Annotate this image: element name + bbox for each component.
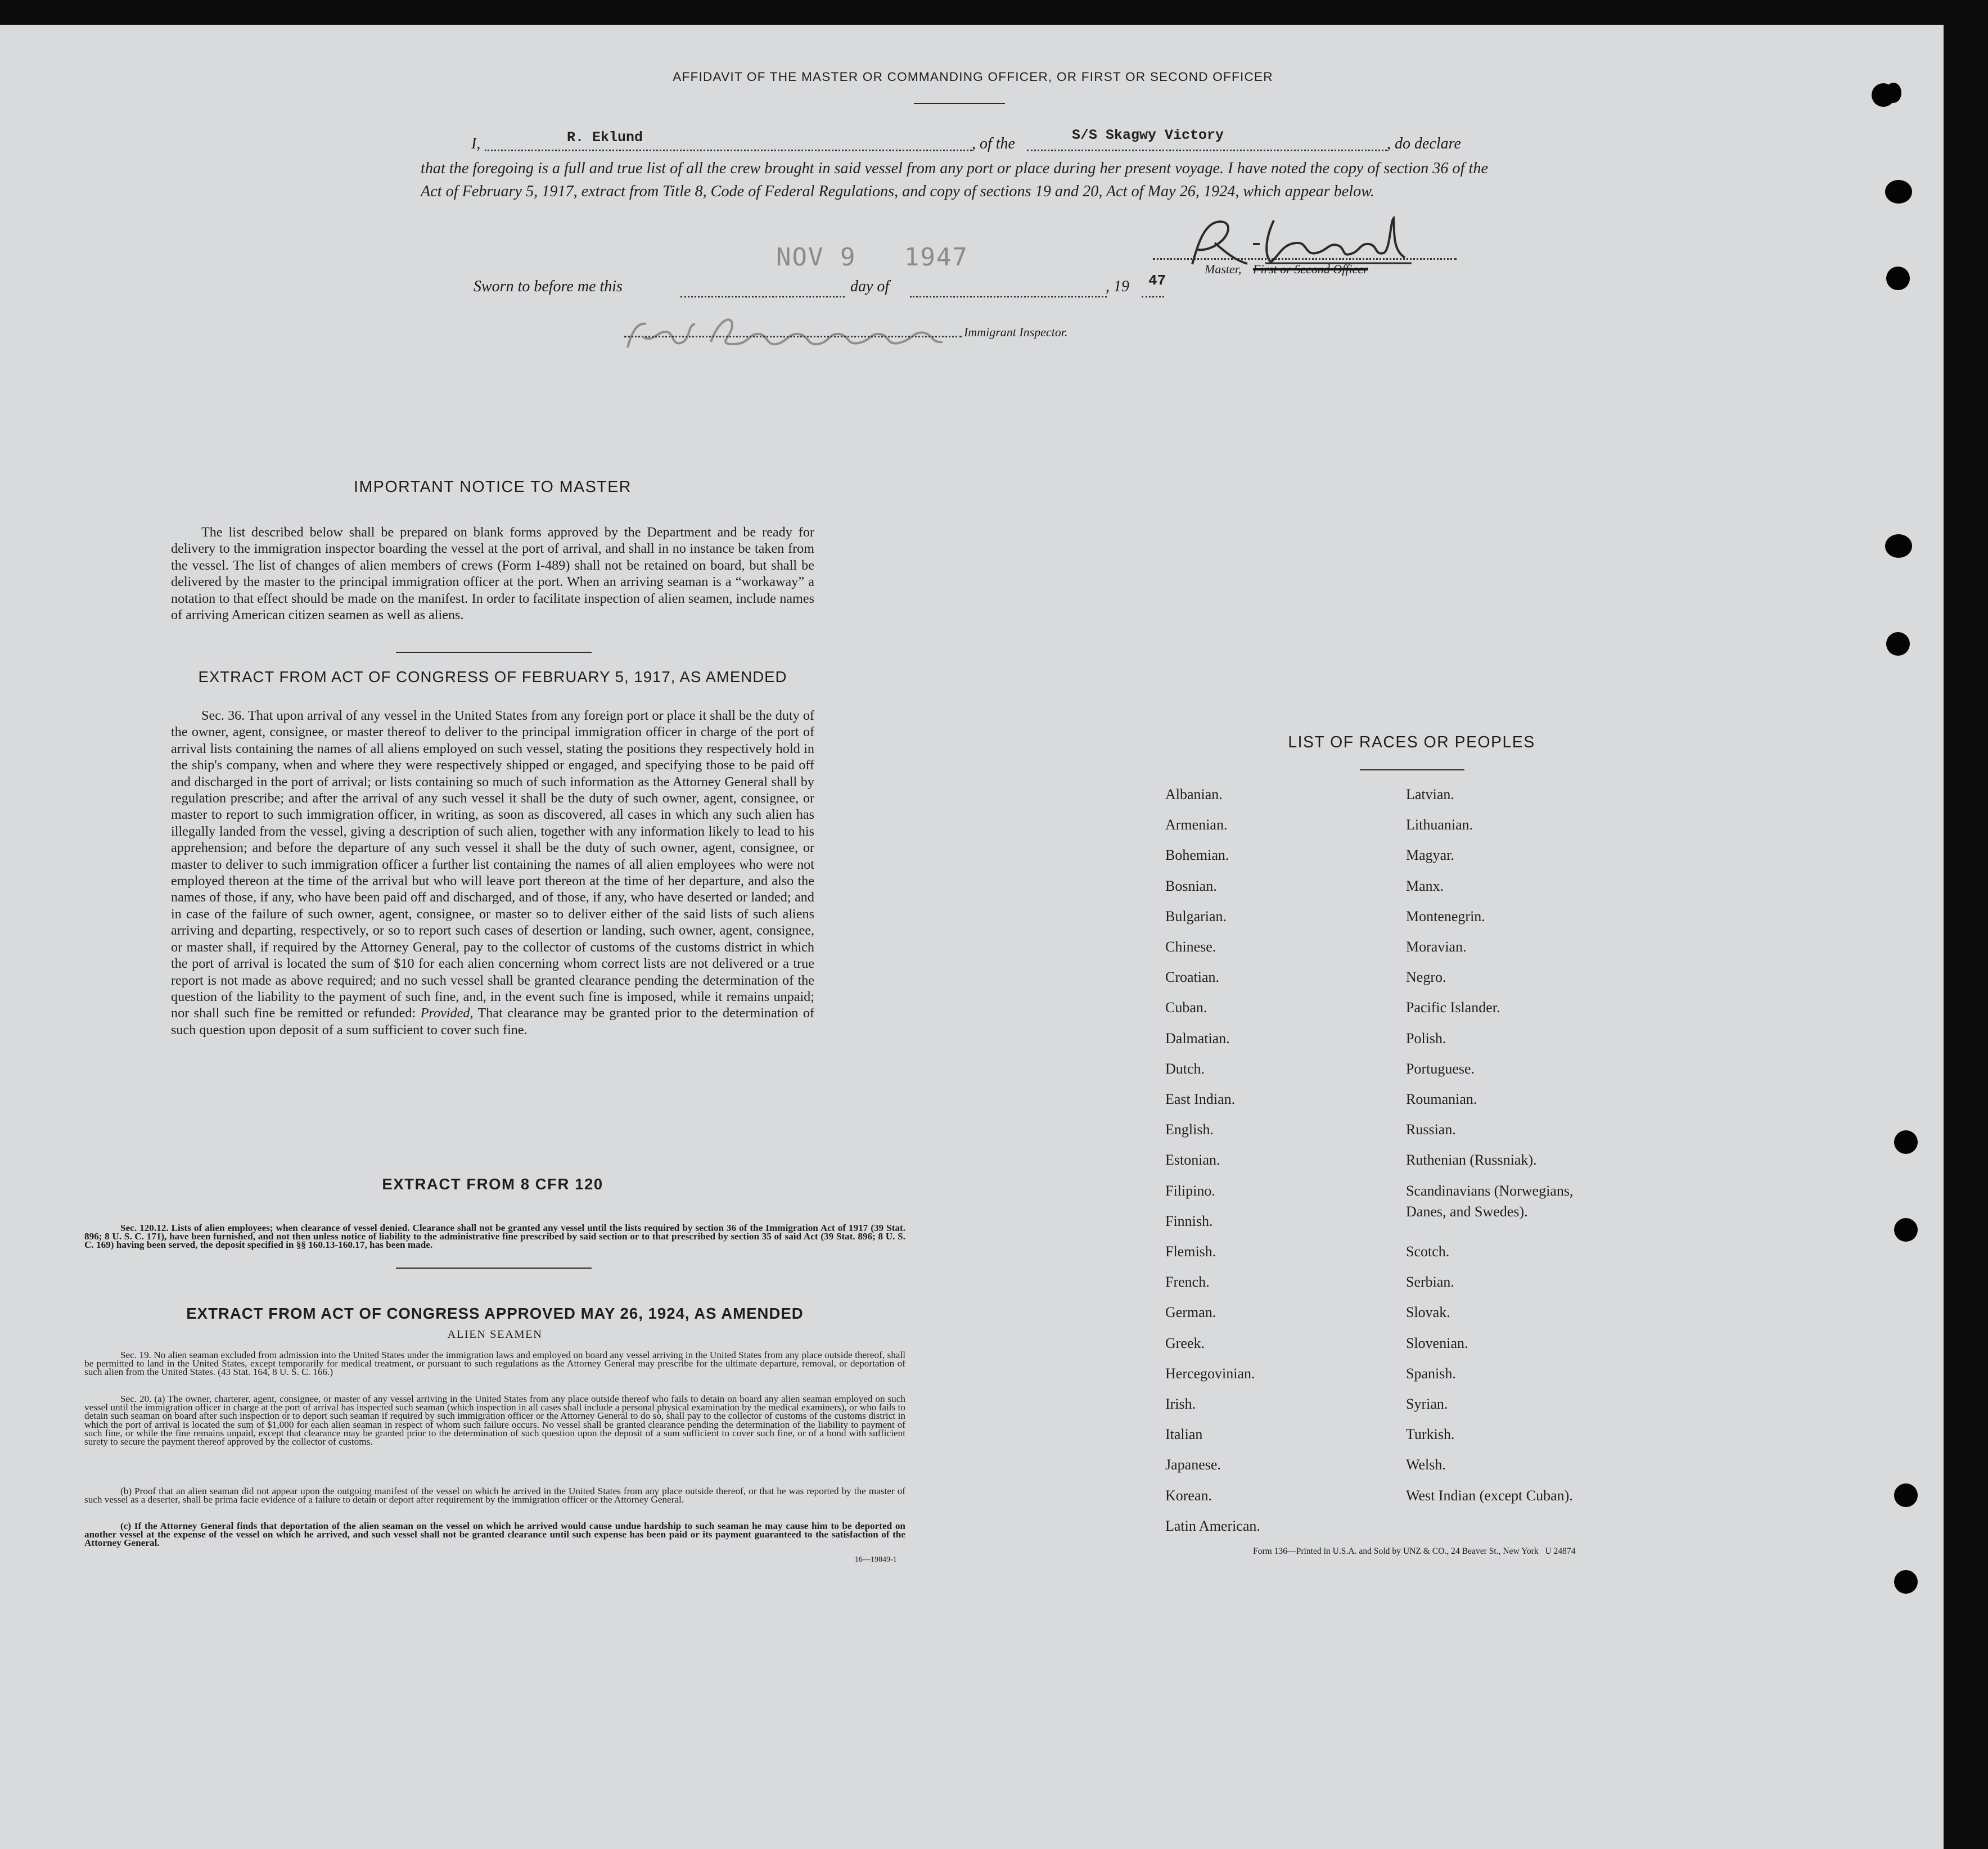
sec19-text: Sec. 19. No alien seaman excluded from admission into the United States under the immigration laws and employed on board any vessel arriving in the United States from any place outside thereof, shall be permitted to land in the United States, except temporarily for medical treatment, or pursuant to such regulations as the Attorney General may prescribe for the ultimate departure, removal, or deportation of such alien from the United States. (43 Stat. 164, 8 U. S. C. 166.) bbox=[84, 1350, 905, 1378]
race-item: Dutch. bbox=[1165, 1060, 1205, 1077]
form-footer: Form 136—Printed in U.S.A. and Sold by UNZ & CO., 24 Beaver St., New York U 24874 bbox=[1253, 1546, 1576, 1556]
race-item: Dalmatian. bbox=[1165, 1030, 1230, 1047]
extract-1917-body bbox=[171, 707, 814, 1038]
affidavit-i-label: I, bbox=[471, 135, 481, 152]
sworn-month-line bbox=[910, 296, 1107, 297]
race-item: Slovenian. bbox=[1406, 1334, 1468, 1351]
race-item: Irish. bbox=[1165, 1396, 1196, 1412]
race-item: Albanian. bbox=[1165, 786, 1223, 802]
notice-heading: IMPORTANT NOTICE TO MASTER bbox=[354, 478, 632, 496]
affidavit-body: that the foregoing is a full and true list of all the crew brought in said vessel from any port or place during her present voyage. I have noted the copy of section 36 of the Act of February 5, 1917, extract from Title 8, Code of Federal Regulations, and copy of sections 19 and 20, Act of May 26, 1924, which appear below. bbox=[421, 160, 1488, 200]
races-rule bbox=[1360, 769, 1464, 770]
sec20c-text: (c) If the Attorney General finds that deportation of the alien seaman on the vessel on which he arrived would cause undue hardship to such seaman he may cause him to be deported on another vessel at the expense of the vessel on which he arrived, and such vessel shall not be granted clearance until such expense has been paid or its payment guaranteed to the satisfaction of the Attorney General. bbox=[84, 1521, 905, 1549]
master-signature-line bbox=[1153, 258, 1457, 260]
cfr-body: Sec. 120.12. Lists of alien employees; when clearance of vessel denied. Clearance shall not be granted any vessel until the lists required by section 36 of the Immigration Act of 1917 (39 Stat. 896; 8 U. S. C. 171), have been furnished, and not then unless notice of liability to the administrative fine prescribed by said section or to that prescribed by section 35 of said Act (39 Stat. 896; 8 U. S. C. 169) having been served, the deposit specified in §§ 160.13-160.17, has been made. bbox=[84, 1223, 905, 1251]
cfr-rule bbox=[396, 1268, 592, 1269]
sec36-label: Sec. 36. bbox=[201, 708, 245, 723]
inspector-signature bbox=[621, 308, 970, 359]
race-item: Bulgarian. bbox=[1165, 908, 1227, 924]
race-item: Finnish. bbox=[1165, 1212, 1213, 1229]
document-sheet bbox=[0, 25, 1944, 1849]
race-item: Russian. bbox=[1406, 1121, 1456, 1138]
race-item: Flemish. bbox=[1165, 1243, 1216, 1260]
do-declare-label: , do declare bbox=[1387, 135, 1461, 152]
race-item: Polish. bbox=[1406, 1030, 1446, 1047]
race-item: East Indian. bbox=[1165, 1091, 1236, 1107]
race-item: Hercegovinian. bbox=[1165, 1365, 1255, 1382]
extract-1924-subheading: ALIEN SEAMEN bbox=[447, 1328, 543, 1341]
race-item: Lithuanian. bbox=[1406, 817, 1473, 833]
master-name-field[interactable]: R. Eklund bbox=[567, 129, 643, 146]
race-item: Scotch. bbox=[1406, 1243, 1450, 1260]
race-item: Turkish. bbox=[1406, 1426, 1455, 1443]
race-item: Serbian. bbox=[1406, 1274, 1454, 1291]
race-item: Armenian. bbox=[1165, 817, 1228, 833]
inspector-label: Immigrant Inspector. bbox=[964, 325, 1068, 339]
vessel-name-line bbox=[1027, 150, 1387, 151]
notice-rule bbox=[396, 652, 592, 653]
date-stamp: NOV 9 1947 bbox=[776, 243, 968, 272]
race-item: Latin American. bbox=[1165, 1517, 1260, 1534]
race-item: Pacific Islander. bbox=[1406, 999, 1500, 1016]
race-item: Scandinavians (Norwegians, bbox=[1406, 1182, 1574, 1199]
race-item: West Indian (except Cuban). bbox=[1406, 1487, 1573, 1504]
binder-hole bbox=[1894, 1483, 1918, 1507]
vessel-name-field[interactable]: S/S Skagwy Victory bbox=[1072, 127, 1224, 143]
affidavit-title-rule bbox=[914, 103, 1005, 104]
of-the-label: , of the bbox=[972, 135, 1015, 152]
sec36-text: That upon arrival of any vessel in the United States from any foreign port or place it shall be the duty of the owner, agent, consignee, or master thereof to deliver to the principal immigration officer in charge of the port of arrival lists containing the names of all aliens employed on such vessel, stating the positions they respectively hold in the ship's company, when and where they were respectively shipped or engaged, and specifying those to be paid off and discharged in the port of arrival; or lists containing so much of such information as the Attorney General shall by regulation prescribe; and after the arrival of any such vessel it shall be the duty of such owner, agent, consignee, or master to report to such immigration officer, in writing, as soon as discovered, all cases in which any such alien has illegally landed from the vessel, giving a description of such alien, together with any information likely to lead to his apprehension; and before the departure of any such vessel it shall be the duty of such owner, agent, consignee, or master to deliver to such immigration officer a further list containing the names of all alien employees who were not employed thereon at the time of the arrival but who will leave port thereon at the time of her departure, and also the names of those, if any, who have been paid off and discharged, and of those, if any, who have deserted or landed; and in case of the failure of such owner, agent, consignee, or master so to deliver either of the said lists of such aliens arriving and departing, respectively, or so to report such cases of desertion or landing, such owner, agent, consignee, or master shall, if required by the Attorney General, pay to the collector of customs of the customs district in which the port of arrival is located the sum of $10 for each alien concerning whom correct lists are not delivered or a true report is not made as above required; and no such vessel shall be granted clearance pending the determination of the question of the liability to the payment of such fine, and, in the event such fine is imposed, while it remains unpaid; nor shall such fine be remitted or refunded: bbox=[171, 708, 814, 1021]
race-item: Cuban. bbox=[1165, 999, 1207, 1016]
race-item: Moravian. bbox=[1406, 939, 1467, 955]
master-name-line bbox=[485, 150, 972, 151]
binder-hole bbox=[1894, 1570, 1918, 1594]
race-item: Filipino. bbox=[1165, 1182, 1215, 1199]
day-of-label: day of bbox=[850, 278, 890, 295]
binder-hole bbox=[1894, 1218, 1918, 1242]
extract-1917-heading: EXTRACT FROM ACT OF CONGRESS OF FEBRUARY 5, 1917, AS AMENDED bbox=[198, 668, 787, 686]
sec20b-text: (b) Proof that an alien seaman did not appear upon the outgoing manifest of the vessel on which he arrived in the United States from any place outside thereof, or that he was reported by the master of such vessel as a deserter, shall be prima facie evidence of a failure to detain or deport after requirement by the immigration officer or the Attorney General. bbox=[84, 1486, 905, 1505]
binder-hole bbox=[1886, 632, 1910, 656]
race-item: Spanish. bbox=[1406, 1365, 1456, 1382]
binder-hole bbox=[1886, 83, 1901, 103]
race-item: Welsh. bbox=[1406, 1456, 1446, 1473]
race-item: Slovak. bbox=[1406, 1304, 1450, 1321]
race-item: Bohemian. bbox=[1165, 847, 1229, 864]
signature-role-label: Master, bbox=[1205, 262, 1242, 276]
extract-1924-heading: EXTRACT FROM ACT OF CONGRESS APPROVED MAY 26, 1924, AS AMENDED bbox=[186, 1305, 804, 1322]
race-item: Bosnian. bbox=[1165, 877, 1217, 894]
year-label: , 19 bbox=[1106, 278, 1129, 295]
notice-body: The list described below shall be prepared on blank forms approved by the Department and be ready for delivery to the immigration inspector boarding the vessel at the port of arrival, and shall in no instance be taken from the vessel. The list of changes of alien members of crews (Form I-489) shall not be retained on board, but shall be delivered by the master to the principal immigration officer at the port. When an arriving seaman is a “workaway” a notation to that effect should be made on the manifest. In order to facilitate inspection of alien seamen, include names of arriving American citizen seamen as well as aliens. bbox=[171, 525, 814, 623]
race-item: Manx. bbox=[1406, 877, 1444, 894]
binder-hole bbox=[1885, 534, 1912, 558]
inspector-signature-line bbox=[624, 336, 962, 337]
year-line bbox=[1142, 296, 1164, 297]
race-item: Estonian. bbox=[1165, 1152, 1220, 1169]
binder-hole bbox=[1894, 1130, 1918, 1154]
race-item: Chinese. bbox=[1165, 939, 1216, 955]
race-item: Croatian. bbox=[1165, 969, 1220, 986]
race-item: Roumanian. bbox=[1406, 1091, 1477, 1107]
cfr-heading: EXTRACT FROM 8 CFR 120 bbox=[382, 1175, 603, 1193]
signature-role-struck: First or Second Officer bbox=[1253, 262, 1368, 276]
race-item: Magyar. bbox=[1406, 847, 1454, 864]
year-field[interactable]: 47 bbox=[1148, 272, 1166, 289]
race-item: Montenegrin. bbox=[1406, 908, 1485, 924]
race-item: Negro. bbox=[1406, 969, 1446, 986]
sworn-day-line bbox=[680, 296, 845, 297]
race-item: Greek. bbox=[1165, 1334, 1205, 1351]
race-item-scandinavians-cont: Danes, and Swedes). bbox=[1406, 1203, 1528, 1220]
race-item: Ruthenian (Russniak). bbox=[1406, 1152, 1537, 1169]
sec20a-text: Sec. 20. (a) The owner, charterer, agent, consignee, or master of any vessel arriving in the United States from any place outside thereof who fails to detain on board any alien seaman employed on such vessel until the immigration officer in charge at the port of arrival has inspected such seaman (which inspection in all cases shall include a personal physical examination by the medical examiners), or who fails to detain such seaman on board after such inspection or to deport such seaman if required by such immigration officer or the Attorney General to do so, shall pay to the collector of customs of the customs district in which the port of arrival is located the sum of $1,000 for each alien seaman in respect of whom such failure occurs. No vessel shall be granted clearance pending the determination of the liability to payment of such fine, or while the fine remains unpaid, except that clearance may be granted prior to the determination of such question upon the deposit of a sum sufficient to cover such fine, or of a bond with sufficient surety to secure the payment thereof approved by the collector of customs. bbox=[84, 1393, 905, 1447]
race-item: Latvian. bbox=[1406, 786, 1454, 802]
binder-hole bbox=[1885, 180, 1912, 204]
affidavit-title: AFFIDAVIT OF THE MASTER OR COMMANDING OFFICER, OR FIRST OR SECOND OFFICER bbox=[673, 70, 1273, 84]
race-item: German. bbox=[1165, 1304, 1216, 1321]
extract-1924-code: 16—19849-1 bbox=[855, 1555, 897, 1564]
race-item: Syrian. bbox=[1406, 1396, 1448, 1412]
race-item: Italian bbox=[1165, 1426, 1203, 1443]
race-item: French. bbox=[1165, 1274, 1210, 1291]
sec36-text-post: That clearance may be granted prior to the determination of such question upon deposit of a sum sufficient to cover such fine. bbox=[171, 1005, 814, 1038]
provided-label: Provided, bbox=[420, 1005, 474, 1021]
race-item: Portuguese. bbox=[1406, 1060, 1475, 1077]
binder-hole bbox=[1886, 267, 1910, 290]
races-heading: LIST OF RACES OR PEOPLES bbox=[1288, 733, 1535, 751]
race-item: Korean. bbox=[1165, 1487, 1212, 1504]
race-item: English. bbox=[1165, 1121, 1214, 1138]
sworn-label: Sworn to before me this bbox=[474, 278, 623, 295]
race-item: Japanese. bbox=[1165, 1456, 1221, 1473]
